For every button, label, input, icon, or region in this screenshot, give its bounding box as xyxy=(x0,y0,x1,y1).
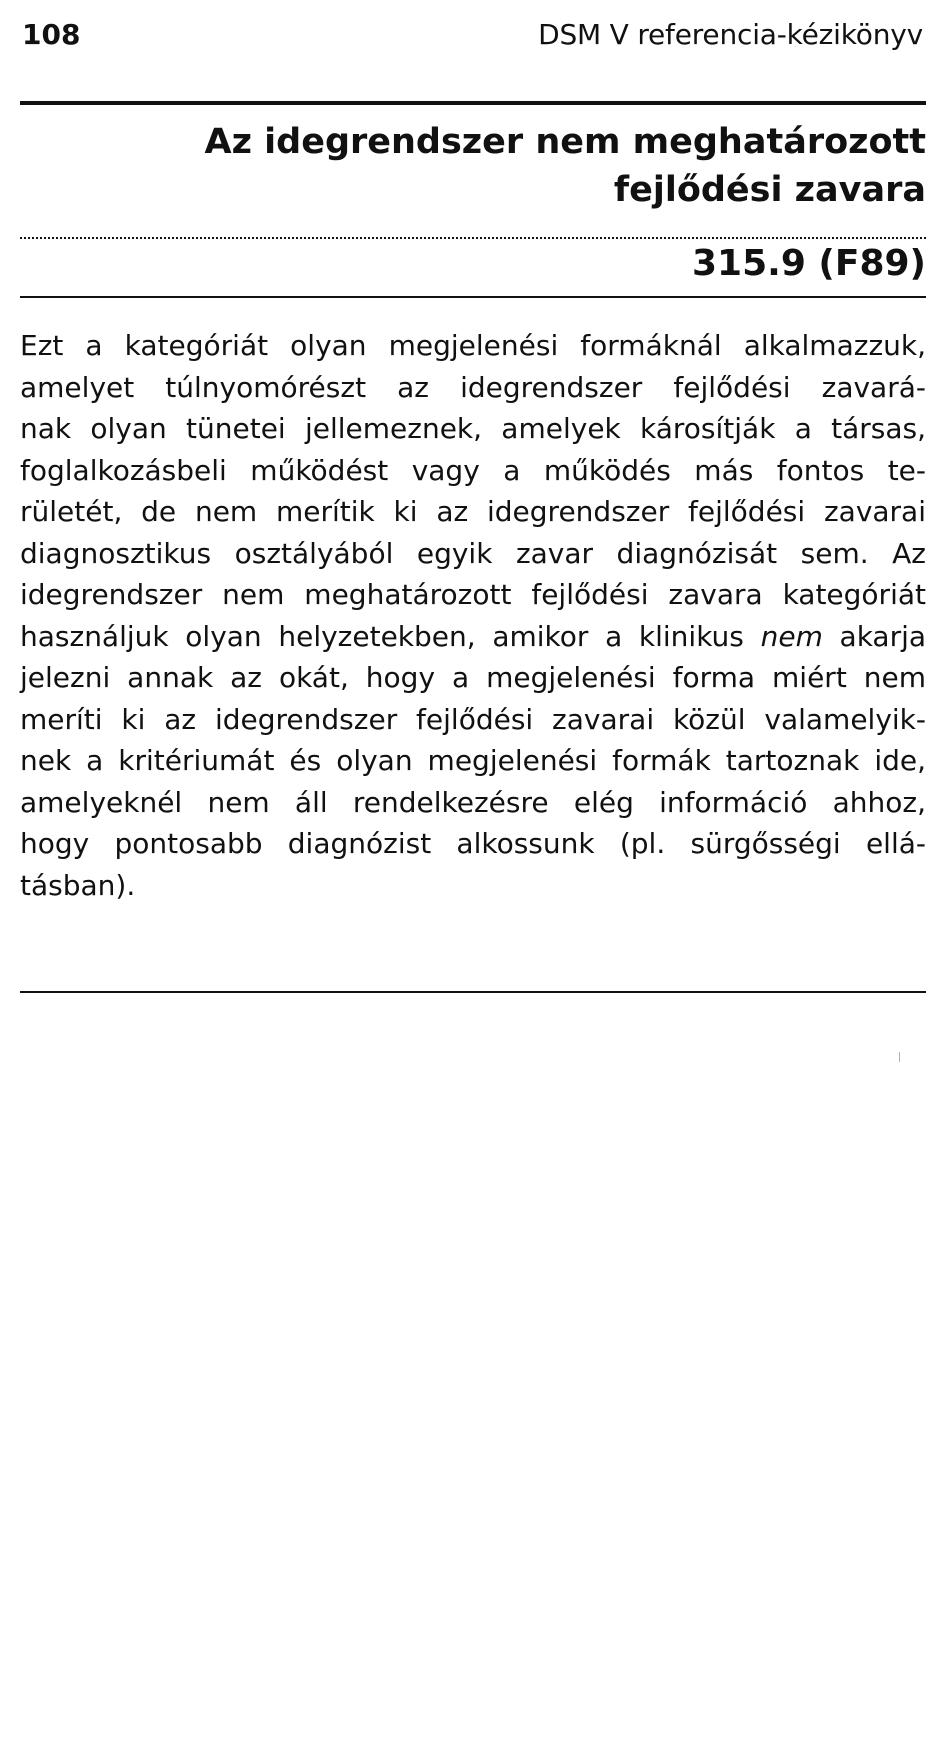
body-line-with-emphasis xyxy=(20,616,926,658)
body-line: Ezt a kategóriát olyan megjelenési formáknál alkalmazzuk, xyxy=(20,329,926,362)
section-title-line-1: Az idegrendszer nem meghatározott xyxy=(204,122,926,162)
section-title xyxy=(106,118,926,214)
body-line: nak olyan tünetei jellemeznek, amelyek károsítják a társas, xyxy=(20,412,926,445)
body-line: amelyeknél nem áll rendelkezésre elég információ ahhoz, xyxy=(20,785,926,819)
header-rule xyxy=(20,101,926,105)
body-line: nek a kritériumát és olyan megjelenési formák tartoznak ide, xyxy=(20,744,926,777)
body-line: meríti ki az idegrendszer fejlődési zavarai közül valamelyik- xyxy=(20,702,926,736)
book-title: DSM V referencia-kézikönyv xyxy=(538,18,923,51)
running-header xyxy=(22,10,923,60)
body-line: foglalkozásbeli működést vagy a működés más fontos te- xyxy=(20,453,926,487)
body-line-part: akarja xyxy=(839,619,927,653)
body-line: diagnosztikus osztályából egyik zavar diagnózisát sem. Az xyxy=(20,536,926,570)
page-number: 108 xyxy=(22,18,81,51)
body-line: rületét, de nem merítik ki az idegrendszer fejlődési zavarai xyxy=(20,495,926,528)
body-line: amelyet túlnyomórészt az idegrendszer fejlődési zavará- xyxy=(20,370,926,404)
section-title-line-2: fejlődési zavara xyxy=(613,170,926,210)
scan-mark xyxy=(899,1052,900,1062)
body-line: idegrendszer nem meghatározott fejlődési zavara kategóriát xyxy=(20,578,926,611)
body-line-part: használjuk olyan helyzetekben, amikor a klinikus xyxy=(20,619,744,653)
body-line: hogy pontosabb diagnózist alkossunk (pl. sürgősségi ellá- xyxy=(20,827,926,860)
body-line: jelezni annak az okát, hogy a megjelenési forma miért nem xyxy=(20,661,926,694)
emphasized-word: nem xyxy=(760,619,823,653)
body-line: tásban). xyxy=(20,868,136,902)
diagnostic-code: 315.9 (F89) xyxy=(692,243,926,284)
code-rule xyxy=(20,296,926,298)
section-end-rule xyxy=(20,991,926,993)
title-rule xyxy=(20,237,926,239)
body-paragraph xyxy=(20,325,926,906)
